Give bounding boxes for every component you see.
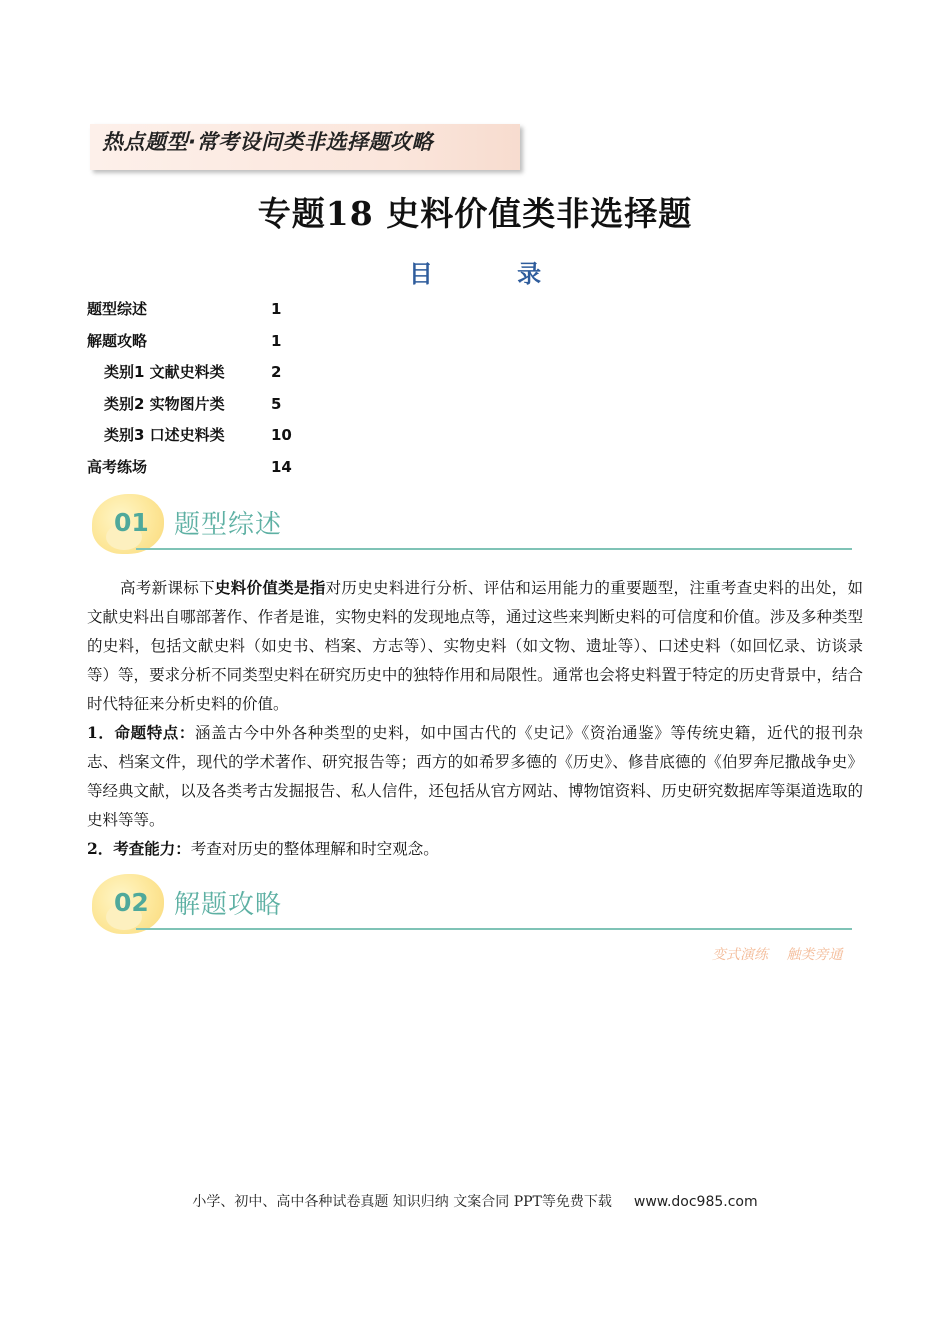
overview-lead: 高考新课标下 [120,579,215,597]
toc-item-page: 5 [271,394,282,413]
point-proposition-features [87,718,863,835]
toc-item[interactable] [87,328,387,360]
toc-item-page: 2 [271,363,282,381]
page-title: 专题18 史料价值类非选择题 [257,194,693,233]
section-header-overview [92,494,852,564]
toc-item-page: 1 [271,331,282,350]
point-label: 1．命题特点： [87,723,196,742]
footer-url[interactable]: www.doc985.com [633,1194,758,1210]
overview-bold-term: 史料价值类是指 [214,578,326,597]
toc-item[interactable] [87,296,387,328]
table-of-contents [87,296,387,485]
section-number: 02 [114,888,149,917]
toc-item-page: 10 [271,426,292,444]
point-ability [87,834,863,864]
toc-item-label: 类别3 口述史料类 [104,426,225,444]
toc-item-label: 类别2 实物图片类 [104,394,225,413]
toc-item[interactable] [87,359,387,391]
section-divider [136,928,852,930]
toc-item-page: 1 [271,300,282,318]
toc-item[interactable] [87,391,387,423]
toc-item-label: 类别1 文献史料类 [104,363,225,381]
section-divider [136,548,852,550]
toc-item-label: 解题攻略 [87,331,148,350]
section-title: 题型综述 [174,510,283,540]
toc-item-label: 题型综述 [87,300,148,318]
section-number: 01 [114,508,149,537]
section-title: 解题攻略 [174,890,283,920]
page-footer [0,1191,950,1211]
header-banner [90,124,520,170]
point-text: 涵盖古今中外各种类型的史料，如中国古代的《史记》《资治通鉴》等传统史籍，近代的报刊杂志、档案文件，现代的学术著作、研究报告等；西方的如希罗多德的《历史》、修昔底德的《伯罗奔尼撒战争史》等经典文献，以及各类考古发掘报告、私人信件，还包括从官方网站、博物馆资料、历史研究数据库等渠道选取的史料等等。 [87,724,863,829]
point-label: 2．考查能力： [87,839,191,858]
point-text: 考查对历史的整体理解和时空观念。 [190,840,439,858]
toc-item[interactable] [87,422,387,454]
toc-heading: 目 录 [408,260,580,288]
banner-text: 热点题型·常考设问类非选择题攻略 [102,130,433,154]
toc-item[interactable] [87,454,387,486]
toc-item-label: 高考练场 [87,457,148,476]
section-header-strategy [92,874,852,944]
overview-paragraph [87,573,863,719]
footer-text: 小学、初中、高中各种试卷真题 知识归纳 文案合同 PPT等免费下载 [192,1194,612,1210]
toc-item-page: 14 [271,457,292,476]
overview-body: 对历史史料进行分析、评估和运用能力的重要题型，注重考查史料的出处，如文献史料出自哪部著作、作者是谁，实物史料的发现地点等，通过这些来判断史料的可信度和价值。涉及多种类型的史料，包括文献史料（如史书、档案、方志等）、实物史料（如文物、遗址等）、口述史料（如回忆录、访谈录等）等，要求分析不同类型史料在研究历史中的独特作用和局限性。通常也会将史料置于特定的历史背景中，结合时代特征来分析史料的价值。 [87,579,863,713]
section-tagline: 变式演练 触类旁通 [712,947,843,963]
